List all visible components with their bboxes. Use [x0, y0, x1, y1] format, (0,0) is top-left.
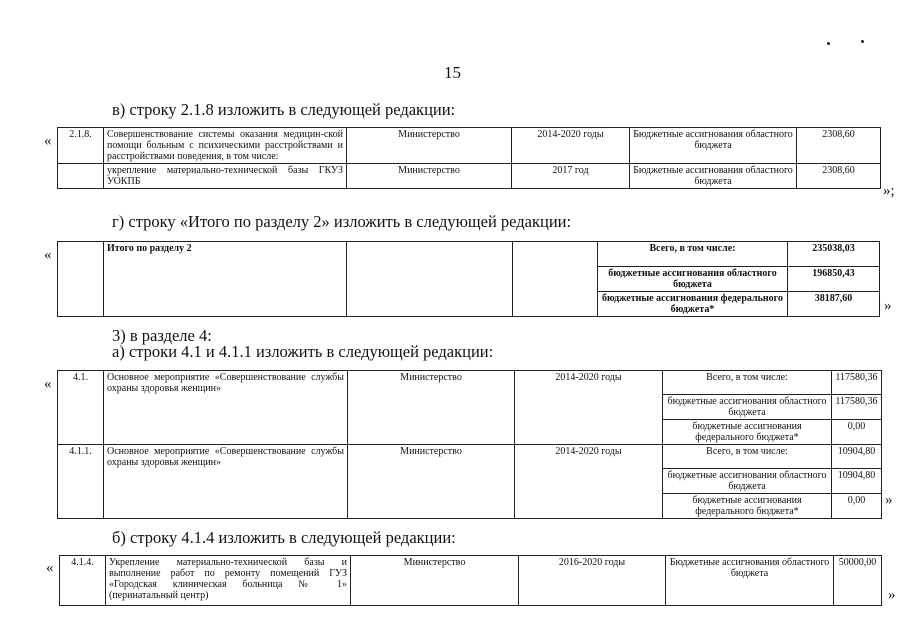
- cell-source: Всего, в том числе:: [663, 371, 832, 395]
- cell-amount: 2308,60: [797, 164, 881, 189]
- cell-source: Бюджетные ассигнования областного бюджета: [630, 164, 797, 189]
- cell-num: [58, 242, 104, 317]
- cell-source: Всего, в том числе:: [598, 242, 788, 267]
- cell-amount: 38187,60: [788, 292, 880, 317]
- table-row-4-1-4: [59, 555, 882, 606]
- cell-amount: 117580,36: [832, 371, 882, 395]
- open-quote: «: [46, 560, 54, 576]
- cell-executor: Министерство: [348, 445, 515, 519]
- cell-executor: Министерство: [347, 164, 512, 189]
- cell-title: Итого по разделу 2: [104, 242, 347, 317]
- close-quote: »;: [883, 183, 895, 199]
- table-row: [58, 445, 882, 469]
- cell-period: [513, 242, 598, 317]
- close-quote: »: [885, 492, 893, 508]
- cell-name: Основное мероприятие «Совершенствование службы охраны здоровья женщин»: [104, 445, 348, 519]
- cell-source: бюджетные ассигнования областного бюджета: [598, 267, 788, 292]
- cell-amount: 50000,00: [834, 556, 882, 606]
- cell-period: 2016-2020 годы: [519, 556, 666, 606]
- cell-name: Укрепление материально-технической базы и выполнение работ по ремонту помещений ГУЗ «Городская клиническая больница № 1» (перинатальный центр): [106, 556, 351, 606]
- cell-amount: 10904,80: [832, 445, 882, 469]
- cell-executor: [347, 242, 513, 317]
- cell-num: [58, 164, 104, 189]
- cell-name: укрепление материально-технической базы ГКУЗ УОКПБ: [104, 164, 347, 189]
- cell-period: 2014-2020 годы: [512, 128, 630, 164]
- table-rows-4-1: [57, 370, 882, 519]
- cell-period: 2017 год: [512, 164, 630, 189]
- open-quote: «: [44, 247, 52, 263]
- cell-source: бюджетные ассигнования областного бюджета: [663, 395, 832, 420]
- cell-executor: Министерство: [347, 128, 512, 164]
- cell-source: бюджетные ассигнования федерального бюджета*: [663, 494, 832, 519]
- heading-row-4-1-4: б) строку 4.1.4 изложить в следующей редакции:: [112, 528, 456, 547]
- heading-rows-4-1: а) строки 4.1 и 4.1.1 изложить в следующей редакции:: [112, 342, 494, 361]
- cell-source: Бюджетные ассигнования областного бюджета: [630, 128, 797, 164]
- cell-source: бюджетные ассигнования федерального бюджета*: [663, 420, 832, 445]
- cell-num: 4.1.4.: [60, 556, 106, 606]
- scan-dot: [861, 40, 864, 43]
- cell-period: 2014-2020 годы: [515, 445, 663, 519]
- cell-num: 4.1.1.: [58, 445, 104, 519]
- close-quote: »: [888, 587, 896, 603]
- heading-row-2-1-8: в) строку 2.1.8 изложить в следующей редакции:: [112, 100, 456, 119]
- cell-source: бюджетные ассигнования областного бюджета: [663, 469, 832, 494]
- cell-source: Бюджетные ассигнования областного бюджета: [666, 556, 834, 606]
- cell-num: 4.1.: [58, 371, 104, 445]
- cell-amount: 117580,36: [832, 395, 882, 420]
- cell-amount: 196850,43: [788, 267, 880, 292]
- cell-amount: 0,00: [832, 494, 882, 519]
- table-row: [60, 556, 882, 606]
- table-row: [58, 371, 882, 395]
- table-row-2-1-8: [57, 127, 881, 189]
- cell-name: Основное мероприятие «Совершенствование службы охраны здоровья женщин»: [104, 371, 348, 445]
- cell-amount: 0,00: [832, 420, 882, 445]
- heading-total-section-2: г) строку «Итого по разделу 2» изложить в следующей редакции:: [112, 212, 572, 231]
- close-quote: »: [884, 298, 892, 314]
- page-number: 15: [444, 63, 461, 82]
- cell-num: 2.1.8.: [58, 128, 104, 164]
- cell-amount: 235038,03: [788, 242, 880, 267]
- open-quote: «: [44, 133, 52, 149]
- table-row: [58, 128, 881, 164]
- cell-period: 2014-2020 годы: [515, 371, 663, 445]
- cell-amount: 10904,80: [832, 469, 882, 494]
- heading-section-4: 3) в разделе 4:: [112, 326, 212, 345]
- cell-source: бюджетные ассигнования федерального бюджета*: [598, 292, 788, 317]
- table-row: [58, 242, 880, 267]
- cell-amount: 2308,60: [797, 128, 881, 164]
- cell-name: Совершенствование системы оказания медицин-ской помощи больным с психическими расстройствами и расстройствами поведения, в том числе:: [104, 128, 347, 164]
- table-total-section-2: [57, 241, 880, 317]
- open-quote: «: [44, 376, 52, 392]
- table-row: [58, 164, 881, 189]
- cell-executor: Министерство: [351, 556, 519, 606]
- scan-dot: [827, 42, 830, 45]
- cell-executor: Министерство: [348, 371, 515, 445]
- cell-source: Всего, в том числе:: [663, 445, 832, 469]
